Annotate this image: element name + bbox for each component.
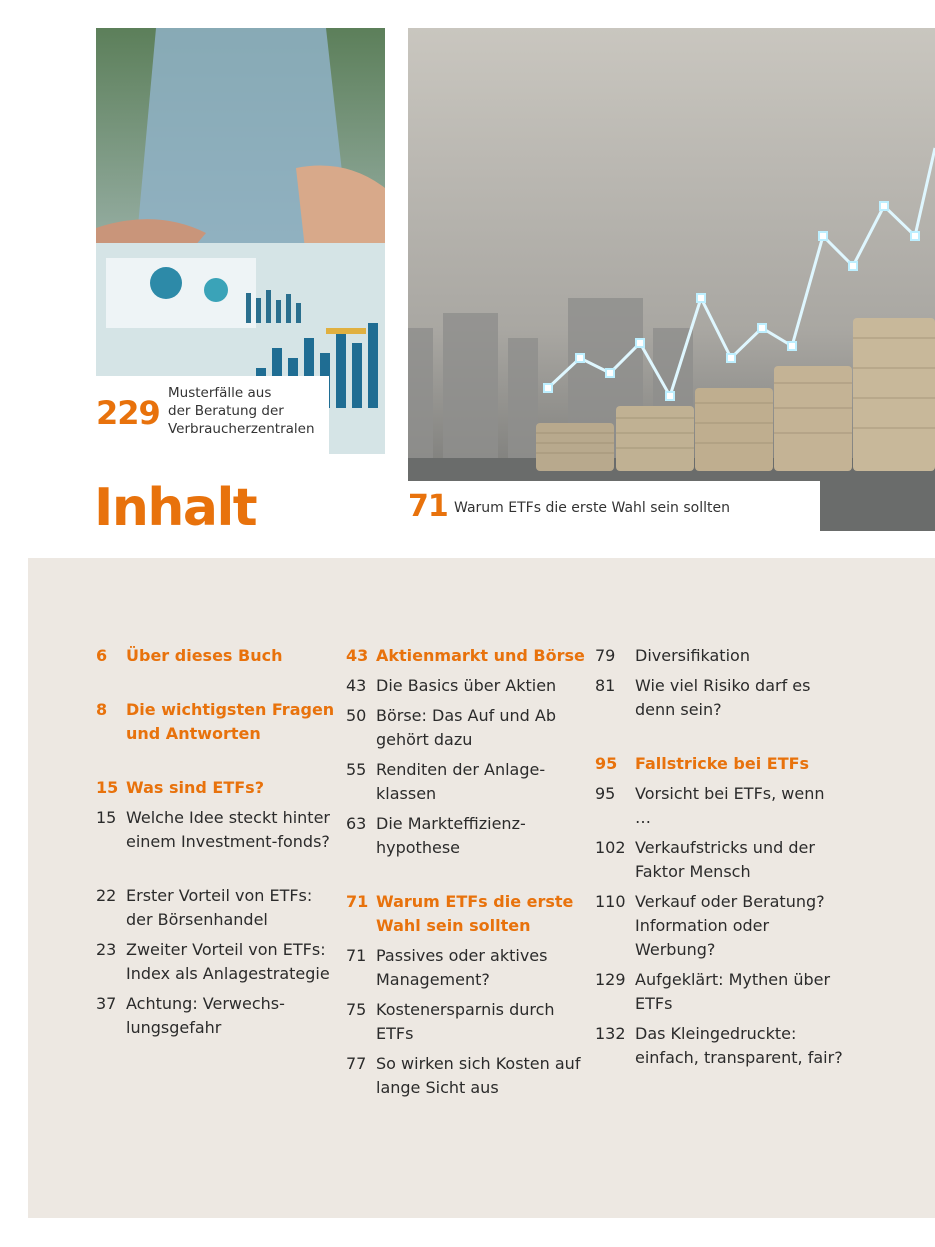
toc-page-number: 23 bbox=[96, 940, 117, 959]
toc-column-2 bbox=[346, 644, 586, 1106]
toc-page-number: 79 bbox=[595, 646, 616, 665]
toc-entry[interactable] bbox=[96, 938, 336, 986]
toc-title: Zweiter Vorteil von ETFs: Index als Anlagestrategie bbox=[126, 940, 330, 983]
toc-page-number: 22 bbox=[96, 886, 117, 905]
toc-title: Was sind ETFs? bbox=[126, 778, 264, 797]
toc-entry[interactable] bbox=[96, 806, 336, 878]
caption-page-number: 71 bbox=[408, 489, 448, 524]
toc-page-number: 43 bbox=[346, 676, 367, 695]
caption-page-number: 229 bbox=[96, 394, 160, 432]
toc-entry[interactable] bbox=[595, 674, 845, 722]
photo-coins-growth bbox=[408, 28, 935, 531]
toc-entry[interactable] bbox=[346, 812, 586, 860]
caption-text bbox=[168, 384, 315, 438]
toc-entry[interactable] bbox=[346, 998, 586, 1046]
toc-chapter[interactable] bbox=[346, 890, 586, 938]
toc-column-3 bbox=[595, 644, 845, 1100]
page-title: Inhalt bbox=[94, 478, 257, 538]
toc-entry[interactable] bbox=[346, 674, 586, 698]
toc-title: Börse: Das Auf und Ab gehört dazu bbox=[376, 706, 556, 749]
toc-title: Kostenersparnis durch ETFs bbox=[376, 1000, 555, 1043]
toc-page-number: 15 bbox=[96, 808, 117, 827]
toc-title: Wie viel Risiko darf es denn sein? bbox=[635, 676, 811, 719]
toc-title: Renditen der Anlage-klassen bbox=[376, 760, 546, 803]
toc-entry[interactable] bbox=[595, 644, 845, 668]
toc-page-number: 6 bbox=[96, 646, 108, 665]
toc-chapter[interactable] bbox=[96, 698, 336, 746]
caption-line: Verbraucherzentralen bbox=[168, 421, 315, 437]
toc-page-number: 81 bbox=[595, 676, 616, 695]
toc-page-number: 8 bbox=[96, 700, 108, 719]
toc-title: Verkauf oder Beratung? Information oder Werbung? bbox=[635, 892, 825, 959]
toc-entry[interactable] bbox=[346, 944, 586, 992]
toc-chapter[interactable] bbox=[346, 644, 586, 668]
toc-column-1 bbox=[96, 644, 336, 1046]
toc-title: Warum ETFs die erste Wahl sein sollten bbox=[376, 892, 574, 935]
toc-entry[interactable] bbox=[595, 836, 845, 884]
toc-chapter[interactable] bbox=[595, 752, 845, 776]
toc-page-number: 77 bbox=[346, 1054, 367, 1073]
toc-title: Welche Idee steckt hinter einem Investment-fonds? bbox=[126, 808, 330, 851]
toc-chapter[interactable] bbox=[96, 644, 336, 668]
toc-entry[interactable] bbox=[96, 992, 336, 1040]
toc-entry[interactable] bbox=[595, 1022, 845, 1094]
toc-entry[interactable] bbox=[595, 782, 845, 830]
toc-page-number: 71 bbox=[346, 946, 367, 965]
toc-title: Das Kleingedruckte: einfach, transparent, fair? bbox=[635, 1024, 843, 1067]
toc-title: Achtung: Verwechs-lungsgefahr bbox=[126, 994, 285, 1037]
toc-page-number: 15 bbox=[96, 778, 119, 797]
caption-line: der Beratung der bbox=[168, 403, 284, 419]
toc-entry[interactable] bbox=[96, 884, 336, 932]
toc-page-number: 132 bbox=[595, 1024, 626, 1043]
toc-page-number: 110 bbox=[595, 892, 626, 911]
toc-page-number: 95 bbox=[595, 754, 618, 773]
right-photo-caption bbox=[408, 481, 820, 531]
caption-line: Musterfälle aus bbox=[168, 385, 272, 401]
toc-page-number: 63 bbox=[346, 814, 367, 833]
toc-entry[interactable] bbox=[595, 890, 845, 962]
toc-entry[interactable] bbox=[595, 968, 845, 1016]
toc-title: Die wichtigsten Fragen und Antworten bbox=[126, 700, 335, 743]
toc-title: Verkaufstricks und der Faktor Mensch bbox=[635, 838, 815, 881]
toc-page-number: 50 bbox=[346, 706, 367, 725]
toc-title: Aktienmarkt und Börse bbox=[376, 646, 585, 665]
toc-title: Fallstricke bei ETFs bbox=[635, 754, 810, 773]
toc-page-number: 95 bbox=[595, 784, 616, 803]
caption-text: Warum ETFs die erste Wahl sein sollten bbox=[454, 500, 730, 516]
toc-title: So wirken sich Kosten auf lange Sicht aus bbox=[376, 1054, 581, 1097]
toc-entry[interactable] bbox=[346, 758, 586, 806]
table-of-contents bbox=[28, 558, 935, 1218]
toc-page-number: 43 bbox=[346, 646, 369, 665]
toc-title: Über dieses Buch bbox=[126, 646, 283, 665]
toc-title: Die Markteffizienz-hypothese bbox=[376, 814, 526, 857]
toc-entry[interactable] bbox=[346, 1052, 586, 1100]
toc-title: Diversifikation bbox=[635, 646, 750, 665]
toc-page-number: 129 bbox=[595, 970, 626, 989]
toc-title: Vorsicht bei ETFs, wenn … bbox=[635, 784, 825, 827]
toc-chapter[interactable] bbox=[96, 776, 336, 800]
left-photo-caption bbox=[96, 376, 329, 454]
toc-entry[interactable] bbox=[346, 704, 586, 752]
toc-page-number: 37 bbox=[96, 994, 117, 1013]
toc-page-number: 71 bbox=[346, 892, 369, 911]
coins-illustration bbox=[408, 28, 935, 531]
toc-title: Erster Vorteil von ETFs: der Börsenhandel bbox=[126, 886, 313, 929]
toc-title: Die Basics über Aktien bbox=[376, 676, 557, 695]
toc-page-number: 55 bbox=[346, 760, 367, 779]
toc-page-number: 75 bbox=[346, 1000, 367, 1019]
toc-page-number: 102 bbox=[595, 838, 626, 857]
toc-title: Passives oder aktives Management? bbox=[376, 946, 548, 989]
toc-title: Aufgeklärt: Mythen über ETFs bbox=[635, 970, 831, 1013]
